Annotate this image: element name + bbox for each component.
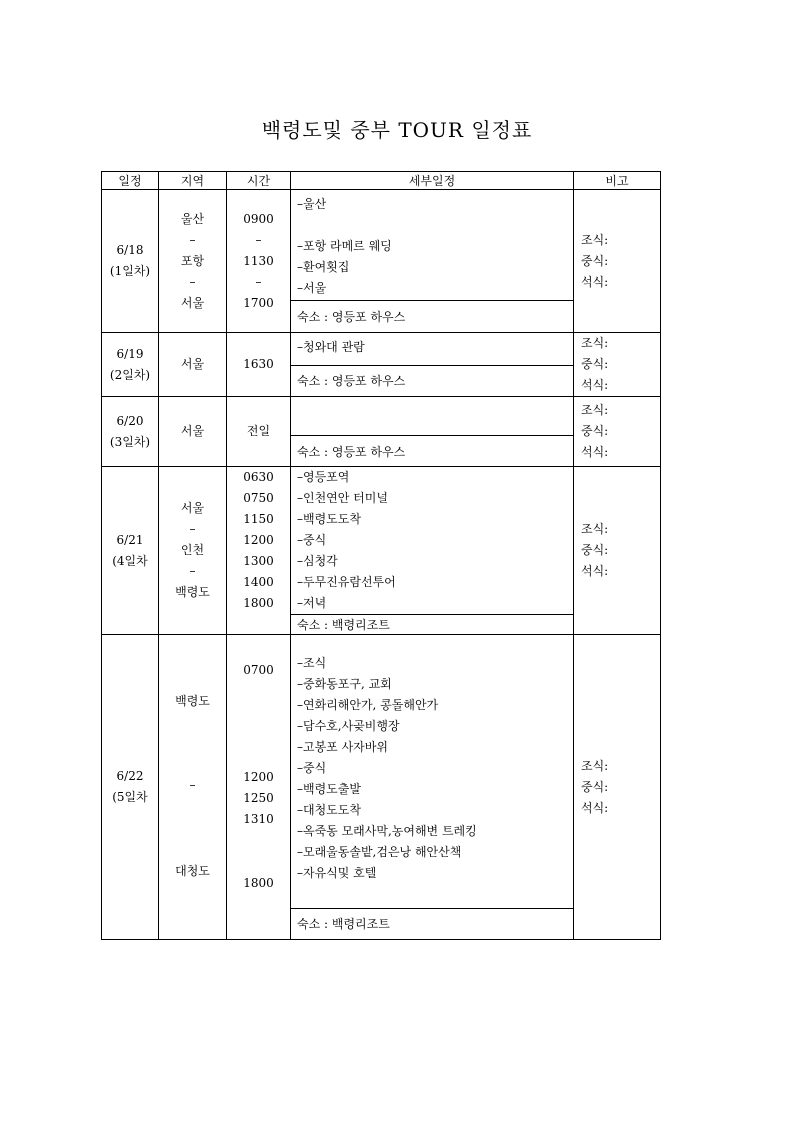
day-3-date: 6/20 (3일차) bbox=[102, 397, 159, 467]
day-1-row bbox=[102, 190, 661, 301]
day-2-region: 서울 bbox=[159, 333, 227, 397]
header-time: 시간 bbox=[227, 172, 291, 190]
day-2-row bbox=[102, 333, 661, 366]
day-5-items: –조식 –중화동포구, 교회 –연화리해안가, 콩돌해안가 –담수호,사곶비행장 –고봉포 사자바위 –중식 –백령도출발 –대청도도착 –옥죽동 모래사막,농여해변 트레킹 –모래울동솔밭,검은낭 해안산책 –자유식및 호텔 bbox=[291, 635, 574, 909]
header-note: 비고 bbox=[574, 172, 661, 190]
day-1-region: 울산 – 포항 – 서울 bbox=[159, 190, 227, 333]
itinerary-table bbox=[101, 171, 661, 940]
day-5-times: 0700 1200 1250 1310 1800 bbox=[227, 635, 291, 940]
day-3-lodging: 숙소 : 영등포 하우스 bbox=[291, 436, 574, 467]
day-3-row bbox=[102, 397, 661, 436]
day-3-region: 서울 bbox=[159, 397, 227, 467]
day-4-row bbox=[102, 467, 661, 615]
day-4-date: 6/21 (4일차 bbox=[102, 467, 159, 635]
day-4-lodging: 숙소 : 백령리조트 bbox=[291, 615, 574, 635]
day-5-date: 6/22 (5일차 bbox=[102, 635, 159, 940]
day-1-lodging: 숙소 : 영등포 하우스 bbox=[291, 301, 574, 333]
day-3-times: 전일 bbox=[227, 397, 291, 467]
day-4-items: –영등포역 –인천연안 터미널 –백령도도착 –중식 –심청각 –두무진유람선투어 –저녁 bbox=[291, 467, 574, 615]
day-5-lodging: 숙소 : 백령리조트 bbox=[291, 908, 574, 939]
day-3-items bbox=[291, 397, 574, 436]
day-4-times: 0630 0750 1150 1200 1300 1400 1800 bbox=[227, 467, 291, 635]
header-region: 지역 bbox=[159, 172, 227, 190]
daynum-text: (1일차) bbox=[109, 264, 151, 278]
day-3-meals: 조식: 중식: 석식: bbox=[574, 397, 661, 467]
header-detail: 세부일정 bbox=[291, 172, 574, 190]
header-date: 일정 bbox=[102, 172, 159, 190]
day-4-meals: 조식: 중식: 석식: bbox=[574, 467, 661, 635]
day-1-date bbox=[102, 190, 159, 333]
day-2-lodging: 숙소 : 영등포 하우스 bbox=[291, 365, 574, 397]
day-1-times: 0900 – 1130 – 1700 bbox=[227, 190, 291, 333]
day-2-meals: 조식: 중식: 석식: bbox=[574, 333, 661, 397]
day-5-region: 백령도 – 대청도 bbox=[159, 635, 227, 940]
day-1-meals: 조식: 중식: 석식: bbox=[574, 190, 661, 333]
date-text: 6/18 bbox=[116, 243, 144, 257]
header-row bbox=[102, 172, 661, 190]
day-4-region: 서울 – 인천 – 백령도 bbox=[159, 467, 227, 635]
day-5-meals: 조식: 중식: 석식: bbox=[574, 635, 661, 940]
day-5-row bbox=[102, 635, 661, 909]
day-2-items: –청와대 관람 bbox=[291, 333, 574, 366]
day-2-times: 1630 bbox=[227, 333, 291, 397]
day-1-items: –울산 –포항 라메르 웨딩 –환여횟집 –서울 bbox=[291, 190, 574, 301]
day-2-date: 6/19 (2일차) bbox=[102, 333, 159, 397]
document-title: 백령도및 중부 TOUR 일정표 bbox=[261, 118, 533, 142]
